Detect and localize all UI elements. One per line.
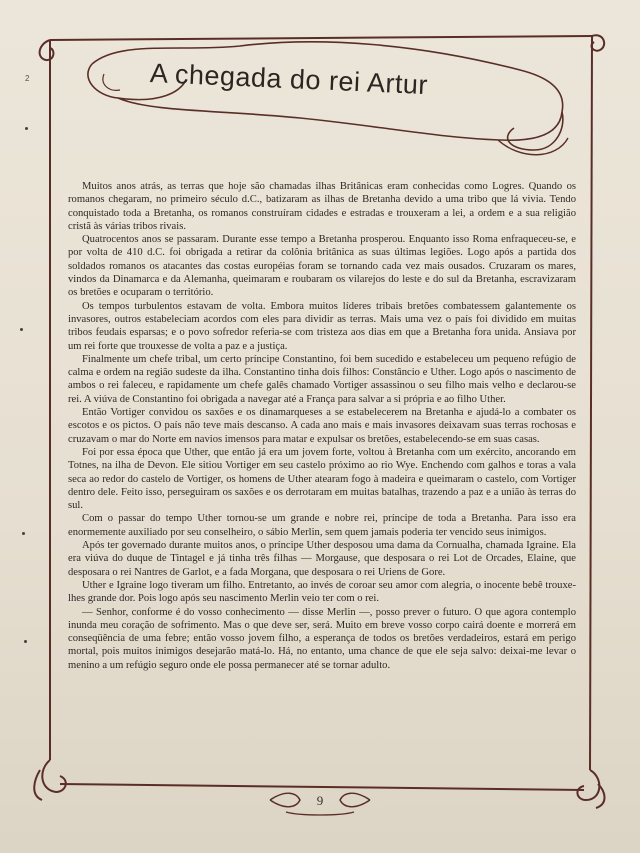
page-number: 9 (316, 793, 324, 808)
paragraph: Então Vortiger convidou os saxões e os dinamarqueses a se estabelecerem na Bretanha e ajudá-lo a combater os escotos e os pictos. O país não teve mais descanso. A cada ano mais e mais invasores deixavam suas terras rochosas e cruzavam o mar do Norte em navios imensos para matar e expulsar os bretões, estabelecendo-se em suas casas. (68, 407, 576, 445)
margin-dot (20, 328, 23, 331)
margin-number: 2 (25, 74, 30, 83)
paragraph: Os tempos turbulentos estavam de volta. Embora muitos líderes tribais bretões combatessem galantemente os invasores, outros estabeleciam acordos com eles para dividir as terras. Mais uma vez o país foi dividido em muitas tribos feudais esparsas; e o povo sofredor referia-se com tristeza aos dias em que a Bretanha fora unida. Ansiava por um rei forte que trouxesse de volta a paz e a justiça. (68, 300, 576, 352)
paragraph: — Senhor, conforme é do vosso conhecimento — disse Merlin —, posso prever o futuro. O que agora contemplo inunda meu coração de sofrimento. Mas o que deve ser, será. Muito em breve vosso corpo cairá doente e morrerá em conseqüência de uma febre; então vosso jovem filho, a esperança de todos os bretões verdadeiros, estará em perigo mortal, pois muitos inimigos desejarão matá-lo. Há, no entanto, uma chance de que ele seja salvo: deixai-me levar o menino a um refúgio seguro onde ele possa permanecer até se tornar adulto. (68, 606, 576, 671)
paragraph: Muitos anos atrás, as terras que hoje são chamadas ilhas Britânicas eram conhecidas como Logres. Quando os romanos chegaram, no primeiro século d.C., batizaram as ilhas de Bretanha devido a uma tribo que lá vivia. Tendo conquistado toda a Bretanha, os romanos construíram cidades e estradas e trouxeram a lei, a ordem e a sua religião cristã às várias tribos rivais. (68, 181, 576, 232)
margin-dot (22, 532, 25, 535)
margin-dot (25, 127, 28, 130)
chapter-body (68, 180, 576, 672)
paragraph: Quatrocentos anos se passaram. Durante esse tempo a Bretanha prosperou. Enquanto isso Roma enfraqueceu-se, e por volta de 410 d.C. foi obrigada a retirar da colônia britânica as suas últimas legiões. Logo após a partida dos soldados romanos os atacantes das costas européias foram se tornando cada vez mais ousados. Cruzaram os mares, vindos da Dinamarca e da Alemanha, queimaram e roubaram os vilarejos do leste e do sul da Bretanha, escravizaram os bretões e ocuparam o território. (68, 234, 576, 299)
paragraph: Após ter governado durante muitos anos, o príncipe Uther desposou uma dama da Cornualha, chamada Igraine. Ela era viúva do duque de Tintagel e já tinha três filhas — Morgause, que desposara o rei Lot de Orcades, Elaine, que desposara o rei Nantres de Garlot, e a fada Morgana, que desposara o rei Uriens de Gore. (68, 540, 576, 578)
paragraph: Foi por essa época que Uther, que então já era um jovem forte, voltou à Bretanha com um exército, ancorando em Totnes, na ilha de Devon. Ele sitiou Vortiger em seu castelo próximo ao rio Wye. Enchendo com galhos e toras a vala seca ao redor do castelo de Vortiger, os homens de Uther atearam fogo à madeira e queimaram o castelo, com Vortiger dentro dele. Feito isso, perseguiram os saxões e os derrotaram em muitas batalhas, trazendo a paz e a união às terras do sul. (68, 446, 576, 512)
paragraph: Uther e Igraine logo tiveram um filho. Entretanto, ao invés de coroar seu amor com alegria, o inocente bebê trouxe-lhes grande dor. Pois logo após seu nascimento Merlin veio ter com o rei. (68, 579, 576, 605)
page-title: A chegada do rei Artur (149, 58, 429, 101)
paragraph: Finalmente um chefe tribal, um certo príncipe Constantino, foi bem sucedido e estabeleceu um pequeno refúgio de calma e ordem na região sudeste da ilha. Constantino tinha dois filhos: Constâncio e Uther. Logo após o nascimento de ambos o rei faleceu, e rapidamente um chefe galês chamado Vortiger assassinou o seu filho mais velho e declarou-se rei. A viúva de Constantino foi obrigada a navegar até a França para salvar a si própria e ao filho Uther. (68, 353, 576, 405)
paragraph: Com o passar do tempo Uther tornou-se um grande e nobre rei, príncipe de toda a Bretanha. Para isso era enormemente auxiliado por seu conselheiro, o sábio Merlin, sem quem jamais poderia ter vencido seus inimigos. (68, 513, 576, 538)
margin-dot (24, 640, 27, 643)
